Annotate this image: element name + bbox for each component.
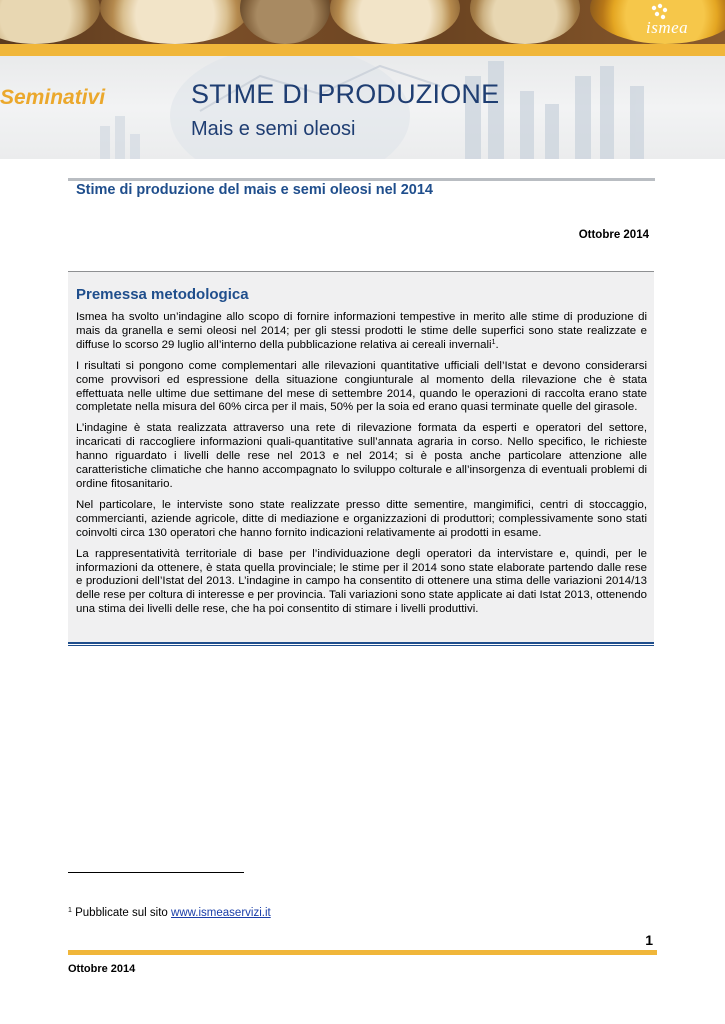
box-body (76, 311, 647, 624)
paragraph-2: I risultati si pongono come complementari alle rilevazioni quantitative ufficiali dell’Istat e devono considerarsi come provvisori ed espressione della situazione congiunturale al momento della rilevazione che è stata effettuata nelle ultime due settimane del mese di settembre 2014, quando le operazioni di raccolta erano state completate nella misura del 60% circa per il mais, 50% per la soia ed erano quasi terminate quelle del girasole. (76, 359, 647, 414)
ismea-logo-text: ismea (646, 18, 689, 37)
section-heading: Stime di produzione del mais e semi oleosi nel 2014 (76, 182, 433, 198)
footnote-reference[interactable]: 1 (491, 338, 496, 346)
paragraph-5: La rappresentatività territoriale di base per l’individuazione degli operatori da intervistare e, quindi, per le informazioni da ottenere, è stata quella provinciale; le stime per il 2014 sono state elaborate partendo dalle rese e produzioni dell’Istat del 2013. L’indagine in campo ha consentito di ottenere una stima delle variazioni 2014/13 delle rese per coltura di interesse e per provincia. Tali variazioni sono state applicate ai dati Istat 2013, ottenendo una stima dei livelli delle rese, che ha poi consentito di stimare i livelli produttivi. (76, 547, 647, 616)
footer-accent-bar (68, 950, 657, 955)
footnote-number: 1 (68, 907, 72, 914)
page-number: 1 (645, 932, 653, 948)
paragraph-1 (76, 311, 647, 353)
paragraph-3: L’indagine è stata realizzata attraverso una rete di rilevazione formata da esperti e operatori del settore, incaricati di raccogliere informazioni quali-quantitative sull’annata agraria in corso. Nello specifico, le richieste hanno riguardato i livelli delle rese nel 2013 e nel 2014; si è posta anche particolare attenzione alle caratteristiche climatiche che hanno accompagnato lo sviluppo colturale e all’insorgenza di eventuali problemi di ordine fitosanitario. (76, 422, 647, 490)
publication-date: Ottobre 2014 (578, 229, 649, 241)
paragraph-1-text: Ismea ha svolto un’indagine allo scopo di fornire informazioni tempestive in merito alle stime di produzione di mais da granella e semi oleosi nel 2014; per gli stessi prodotti le stime delle superfici sono state realizzate e diffuse lo scorso 29 luglio all’interno della pubblicazione relativa ai cereali invernali (76, 311, 647, 351)
box-bottom-border-thin (68, 645, 654, 646)
header-accent-bar (0, 44, 725, 56)
footnote-divider (68, 872, 244, 873)
page-subtitle: Mais e semi oleosi (191, 118, 356, 140)
paragraph-1-end: . (495, 338, 499, 351)
header-banner-image (0, 0, 725, 44)
box-bottom-border (68, 642, 654, 644)
footer-date: Ottobre 2014 (68, 963, 136, 975)
footnote-link[interactable]: www.ismeaservizi.it (171, 907, 271, 919)
page-title: STIME DI PRODUZIONE (191, 79, 500, 109)
footnote (68, 907, 271, 919)
footnote-text: Pubblicate sul sito (75, 907, 168, 919)
paragraph-4: Nel particolare, le interviste sono state realizzate presso ditte sementire, mangimifici, centri di stoccaggio, commercianti, aziende agricole, ditte di mediazione e organizzazioni di produttori; complessivamente sono stati coinvolti circa 130 operatori che hanno fornito indicazioni relativamente ai prodotti in esame. (76, 498, 647, 539)
box-heading: Premessa metodologica (76, 286, 249, 303)
brand-label: Seminativi (0, 86, 106, 109)
section-divider (68, 178, 655, 181)
